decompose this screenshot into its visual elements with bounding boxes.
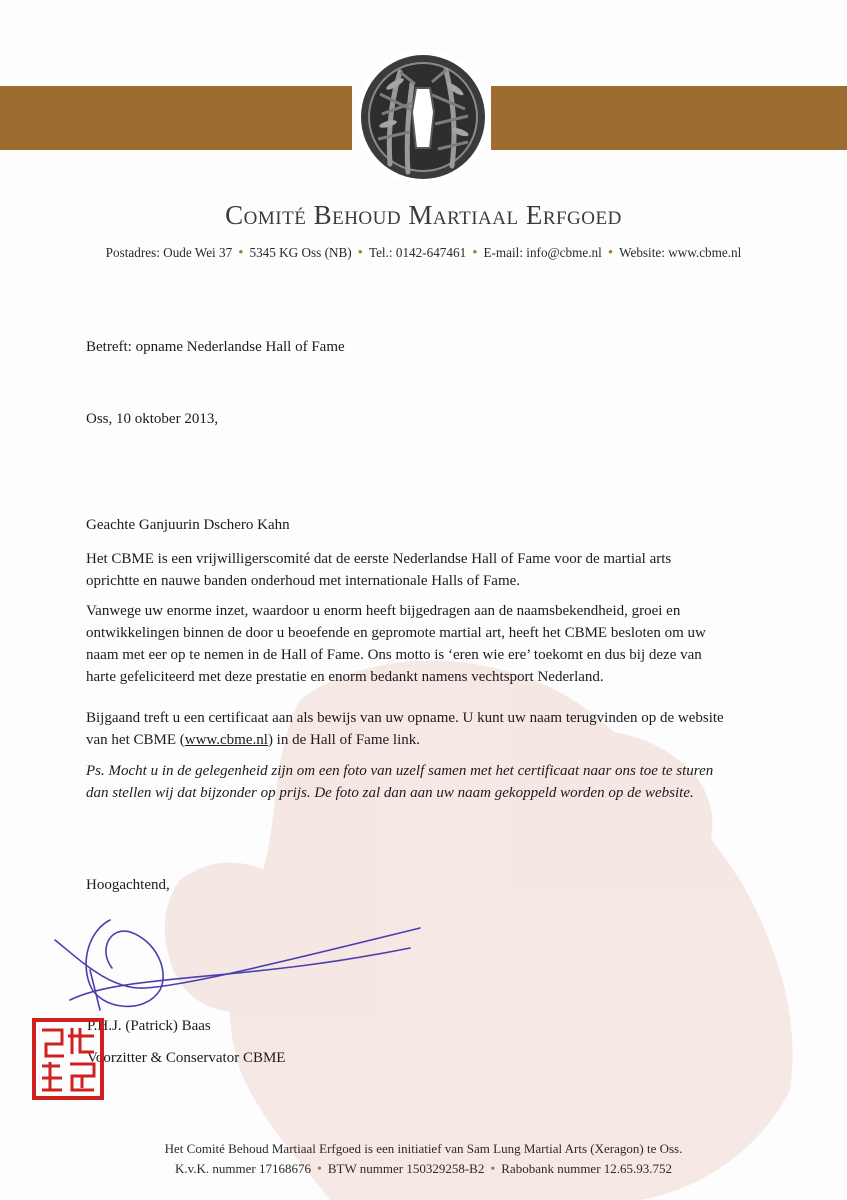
bullet-dot-icon: • bbox=[490, 1162, 496, 1177]
letter-paragraph-2: Vanwege uw enorme inzet, waardoor u enorm heeft bijgedragen aan de naamsbekendheid, groei en ontwikkelingen binnen de door u beoefende en gepromote martial art, heeft het CBME besloten om uw naam met eer op te nemen in de Hall of Fame. Ons motto is ‘eren wie ere’ toekomt en dus bij deze van harte gefeliciteerd met deze prestatie en enorm bedankt namens vechtsport Nederland. bbox=[86, 603, 706, 685]
bullet-dot-icon: • bbox=[357, 245, 363, 261]
signer-name: P.H.J. (Patrick) Baas bbox=[87, 1018, 211, 1034]
footer-btw: BTW nummer 150329258-B2 bbox=[327, 1161, 485, 1176]
bullet-dot-icon: • bbox=[238, 245, 244, 261]
contact-email[interactable]: E-mail: info@cbme.nl bbox=[483, 245, 602, 260]
contact-line bbox=[0, 245, 847, 262]
letter-salutation: Geachte Ganjuurin Dschero Kahn bbox=[86, 517, 290, 533]
red-seal-stamp-icon bbox=[32, 1018, 104, 1100]
bullet-dot-icon: • bbox=[472, 245, 478, 261]
footer-kvk: K.v.K. nummer 17168676 bbox=[174, 1161, 311, 1176]
letter-subject: Betreft: opname Nederlandse Hall of Fame bbox=[86, 339, 345, 355]
letter-paragraph-3 bbox=[86, 707, 726, 751]
emblem-container bbox=[355, 49, 491, 185]
handwritten-signature-icon bbox=[50, 910, 430, 1030]
signer-role: Voorzitter & Conservator CBME bbox=[87, 1050, 286, 1066]
letter-paragraph-1: Het CBME is een vrijwilligerscomité dat de eerste Nederlandse Hall of Fame voor de martial arts oprichtte en nauwe banden onderhoud met internationale Halls of Fame. bbox=[86, 551, 672, 589]
organization-name: Comité Behoud Martiaal Erfgoed bbox=[225, 200, 622, 230]
bullet-dot-icon: • bbox=[316, 1162, 322, 1177]
website-link[interactable]: www.cbme.nl bbox=[184, 732, 268, 748]
header-band-right bbox=[491, 86, 847, 150]
contact-phone: Tel.: 0142-647461 bbox=[368, 245, 467, 260]
paragraph-3-text-before: Bijgaand treft u een certificaat aan als bewijs van uw opname. U kunt uw naam terugvinden op de website van het CBME ( bbox=[86, 710, 724, 748]
contact-postcode: 5345 KG Oss (NB) bbox=[249, 245, 352, 260]
footer-line-1: Het Comité Behoud Martiaal Erfgoed is een initiatief van Sam Lung Martial Arts (Xeragon) te Oss. bbox=[164, 1141, 683, 1156]
contact-address: Postadres: Oude Wei 37 bbox=[105, 245, 233, 260]
tsuba-bamboo-emblem-icon bbox=[360, 54, 486, 180]
footer-bank: Rabobank nummer 12.65.93.752 bbox=[501, 1161, 673, 1176]
header-band-left bbox=[0, 86, 352, 150]
letter-postscript: Ps. Mocht u in de gelegenheid zijn om een foto van uzelf samen met het certificaat naar ons toe te sturen dan stellen wij dat bijzonder op prijs. De foto zal dan aan uw naam gekoppeld worden op de website. bbox=[86, 763, 714, 801]
contact-website[interactable]: Website: www.cbme.nl bbox=[619, 245, 742, 260]
paragraph-3-text-after: ) in de Hall of Fame link. bbox=[267, 732, 420, 748]
letter-closing: Hoogachtend, bbox=[86, 877, 170, 893]
footer-line-2 bbox=[0, 1161, 847, 1178]
letter-date: Oss, 10 oktober 2013, bbox=[86, 411, 219, 427]
bullet-dot-icon: • bbox=[607, 245, 614, 261]
